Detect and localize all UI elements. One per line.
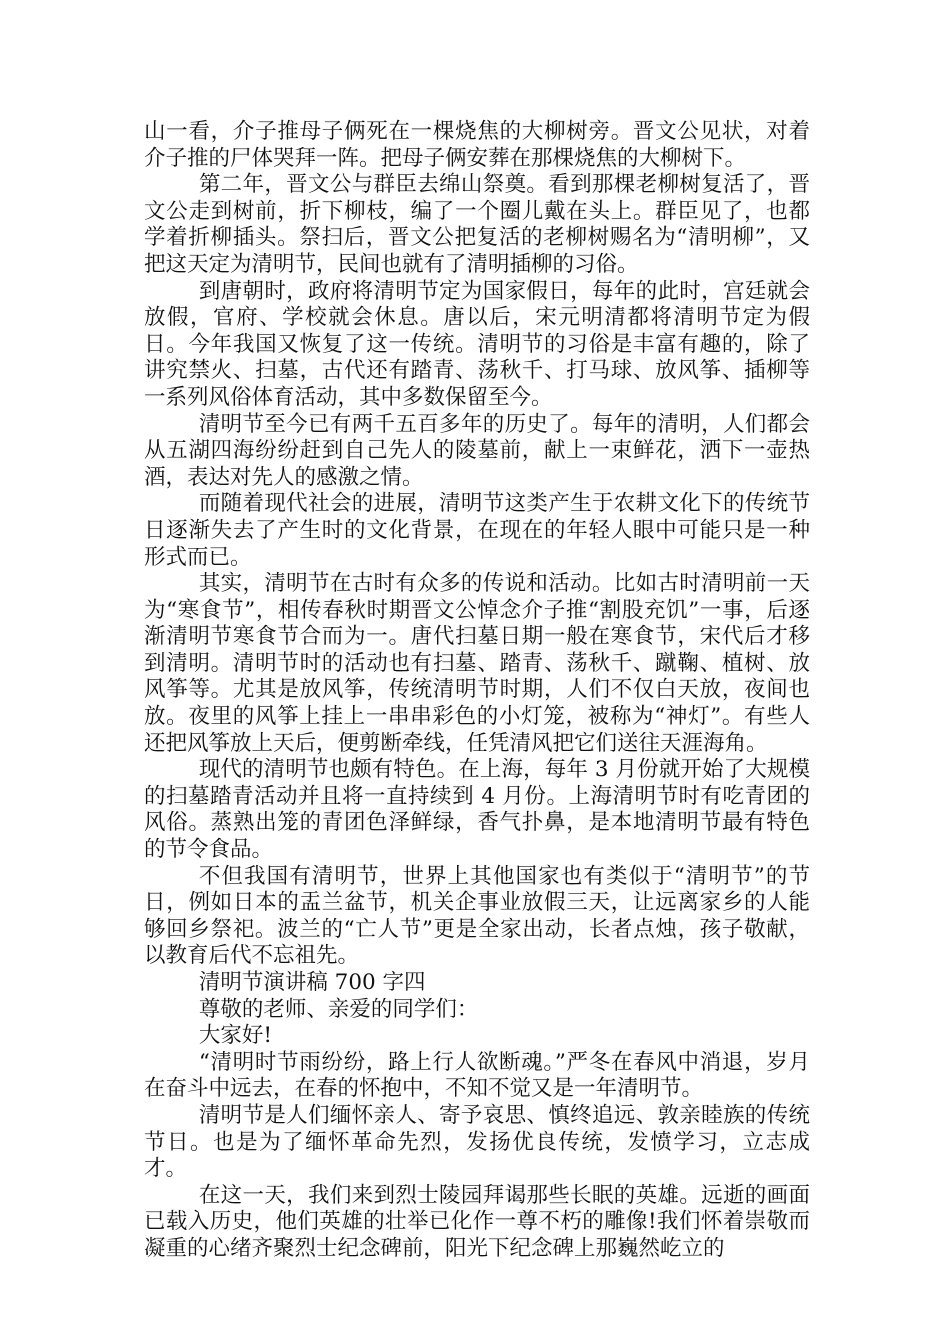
paragraph: 清明节是人们缅怀亲人、寄予哀思、慎终追远、敦亲睦族的传统节日。也是为了缅怀革命先烈，发扬优良传统，发愤学习，立志成才。 — [144, 1102, 810, 1182]
paragraph: 在这一天，我们来到烈士陵园拜谒那些长眠的英雄。远逝的画面已载入历史，他们英雄的壮举已化作一尊不朽的雕像!我们怀着崇敬而凝重的心绪齐聚烈士纪念碑前，阳光下纪念碑上那巍然屹立的 — [144, 1182, 810, 1261]
paragraph: 而随着现代社会的进展，清明节这类产生于农耕文化下的传统节日逐渐失去了产生时的文化背景，在现在的年轻人眼中可能只是一种形式而已。 — [144, 491, 810, 570]
document-body — [144, 119, 810, 1263]
paragraph: 第二年，晋文公与群臣去绵山祭奠。看到那棵老柳树复活了，晋文公走到树前，折下柳枝，编了一个圈儿戴在头上。群臣见了，也都学着折柳插头。祭扫后，晋文公把复活的老柳树赐名为“清明柳”，又把这天定为清明节，民间也就有了清明插柳的习俗。 — [144, 172, 810, 277]
paragraph: “清明时节雨纷纷，路上行人欲断魂。”严冬在春风中消退，岁月在奋斗中远去，在春的怀抱中，不知不觉又是一年清明节。 — [144, 1049, 810, 1102]
paragraph: 不但我国有清明节，世界上其他国家也有类似于“清明节”的节日，例如日本的盂兰盆节，机关企事业放假三天，让远离家乡的人能够回乡祭祀。波兰的“亡人节”更是全家出动，长者点烛，孩子敬献，以教育后代不忘祖先。 — [144, 863, 810, 969]
paragraph-continued: 山一看，介子推母子俩死在一棵烧焦的大柳树旁。晋文公见状，对着介子推的尸体哭拜一阵。把母子俩安葬在那棵烧焦的大柳树下。 — [144, 119, 810, 171]
section-heading: 清明节演讲稿 700 字四 — [198, 970, 426, 995]
paragraph: 其实，清明节在古时有众多的传说和活动。比如古时清明前一天为“寒食节”，相传春秋时期晋文公悼念介子推“割股充饥”一事，后逐渐清明节寒食节合而为一。唐代扫墓日期一般在寒食节，宋代后才移到清明。清明节时的活动也有扫墓、踏青、荡秋千、蹴鞠、植树、放风筝等。尤其是放风筝，传统清明节时期，人们不仅白天放，夜间也放。夜里的风筝上挂上一串串彩色的小灯笼，被称为“神灯”。有些人还把风筝放上天后，便剪断牵线，任凭清风把它们送往天涯海角。 — [144, 571, 810, 756]
paragraph: 现代的清明节也颇有特色。在上海，每年 3 月份就开始了大规模的扫墓踏青活动并且将一直持续到 4 月份。上海清明节时有吃青团的风俗。蒸熟出笼的青团色泽鲜绿，香气扑鼻，是本地清明节最有特色的节令食品。 — [144, 757, 810, 863]
paragraph: 到唐朝时，政府将清明节定为国家假日，每年的此时，宫廷就会放假，官府、学校就会休息。唐以后，宋元明清都将清明节定为假日。今年我国又恢复了这一传统。清明节的习俗是丰富有趣的，除了讲究禁火、扫墓，古代还有踏青、荡秋千、打马球、放风筝、插柳等一系列风俗体育活动，其中多数保留至今。 — [144, 278, 810, 410]
salutation: 尊敬的老师、亲爱的同学们： — [198, 996, 479, 1022]
greeting: 大家好! — [198, 1023, 272, 1049]
paragraph: 清明节至今已有两千五百多年的历史了。每年的清明，人们都会从五湖四海纷纷赶到自己先人的陵墓前，献上一束鲜花，洒下一壶热酒，表达对先人的感激之情。 — [144, 411, 810, 490]
